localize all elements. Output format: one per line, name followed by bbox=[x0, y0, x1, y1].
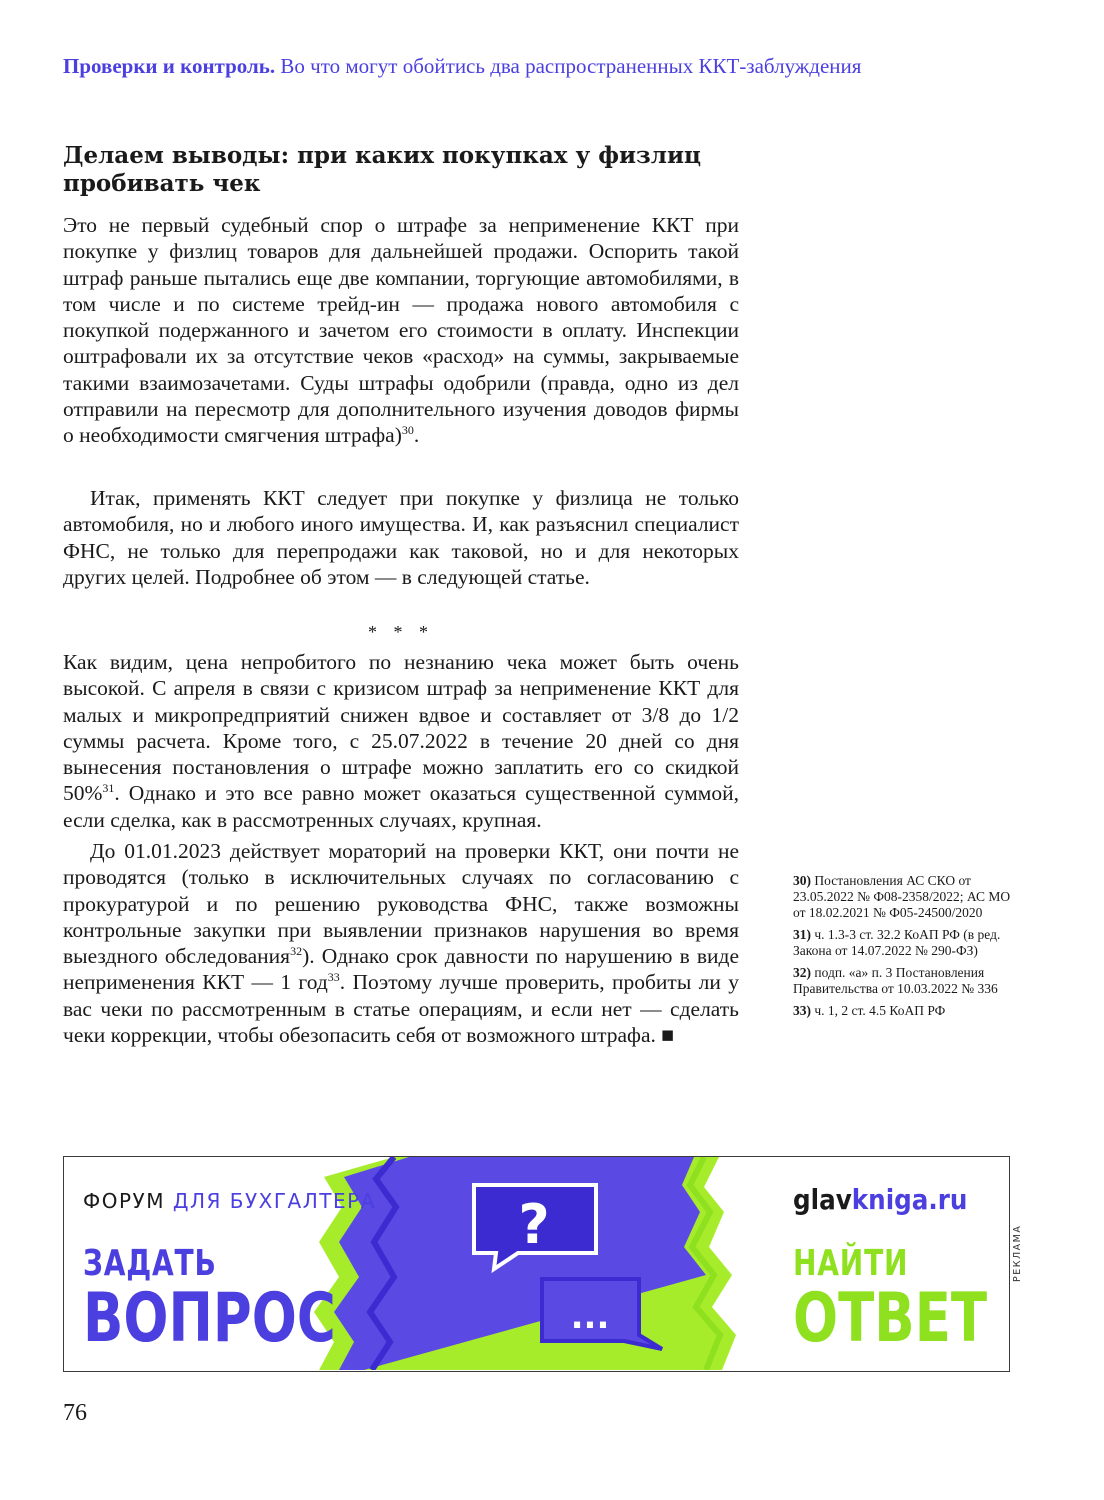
section-name: Проверки и контроль. bbox=[63, 54, 276, 78]
footnote-30: 30) Постановления АС СКО от 23.05.2022 № Ф08-2358/2022; АС МО от 18.02.2021 № Ф05-24500/2020 bbox=[793, 873, 1011, 920]
advertisement-label: РЕКЛАМА bbox=[1012, 1224, 1023, 1282]
ask-line-2: ВОПРОС bbox=[83, 1279, 336, 1358]
forum-advertisement-banner[interactable] bbox=[63, 1156, 1010, 1372]
paragraph-4: До 01.01.2023 действует мораторий на проверки ККТ, они почти не проводятся (только в исключительных случаях по согласованию с прокуратурой и по решению руководства ФНС, также возможны контрольные закупки при выявлении признаков нарушения во время выездного обследования$^{32}$). Однако срок давности по нарушению в виде неприменения ККТ — 1 год$^{33}$. Поэтому лучше проверить, пробиты ли у вас чеки по рассмотренным в статье операциям, и если нет — сделать чеки коррекции, чтобы обезопасить себя от возможного штрафа. ■ bbox=[63, 839, 739, 1048]
footnote-ref-32[interactable]: 32 bbox=[290, 944, 303, 959]
site-link[interactable]: glavkniga.ru bbox=[793, 1183, 968, 1216]
question-mark: ? bbox=[518, 1193, 550, 1256]
footnote-ref-31[interactable]: 31 bbox=[102, 781, 115, 796]
section-title: Делаем выводы: при каких покупках у физлиц пробивать чек bbox=[63, 142, 702, 197]
footnote-32: 32) подп. «а» п. 3 Постановления Правительства от 10.03.2022 № 336 bbox=[793, 965, 998, 996]
paragraph-1: Это не первый судебный спор о штрафе за неприменение ККТ при покупке у физлиц товаров для дальнейшей продажи. Оспорить такой штраф раньше пытались еще две компании, торгующие автомобилями, в том числе и по системе трейд-ин — продажа нового автомобиля с покупкой подержанного и зачетом его стоимости в оплату. Инспекции оштрафовали их за отсутствие чеков «расход» на суммы, закрываемые такими взаимозачетами. Суды штрафы одобрили (правда, одно из дел отправили на пересмотр для дополнительного изучения доводов фирмы о необходимости смягчения штрафа)$^{30}$. bbox=[63, 213, 739, 448]
paragraph-3: Как видим, цена непробитого по незнанию чека может быть очень высокой. С апреля в связи с кризисом штраф за неприменение ККТ для малых и микропредприятий снижен вдвое и составляет от 3/8 до 1/2 суммы расчета. Кроме того, с 25.07.2022 в течение 20 дней со дня вынесения постановления о штрафе можно заплатить его со скидкой 50%$^{31}$. Однако и это все равно может оказаться существенной суммой, если сделка, как в рассмотренных случаях, крупная. bbox=[63, 650, 739, 832]
forum-heading: ФОРУМ ДЛЯ БУХГАЛТЕРА bbox=[83, 1189, 376, 1213]
footnotes bbox=[793, 873, 1025, 1025]
footnote-31: 31) ч. 1.3-3 ст. 32.2 КоАП РФ (в ред. Закона от 14.07.2022 № 290-ФЗ) bbox=[793, 927, 1001, 958]
footnote-ref-33[interactable]: 33 bbox=[327, 970, 340, 985]
footnote-ref-30[interactable]: 30 bbox=[401, 423, 414, 438]
footnote-33: 33) ч. 1, 2 ст. 4.5 КоАП РФ bbox=[793, 1003, 946, 1018]
article-name: Во что могут обойтись два распространенных ККТ-заблуждения bbox=[280, 54, 862, 78]
page-number: 76 bbox=[63, 1400, 87, 1426]
section-separator: * * * bbox=[368, 622, 434, 642]
paragraph-2: Итак, применять ККТ следует при покупке у физлица не только автомобиля, но и любого иного имущества. И, как разъяснил специалист ФНС, не только для перепродажи как таковой, но и для некоторых других целей. Подробнее об этом — в следующей статье. bbox=[63, 486, 739, 589]
running-head bbox=[63, 54, 1063, 79]
ask-line-1: ЗАДАТЬ bbox=[83, 1243, 217, 1284]
find-line-2: ОТВЕТ bbox=[793, 1279, 988, 1358]
ellipsis-glyph: ... bbox=[570, 1297, 610, 1337]
find-line-1: НАЙТИ bbox=[793, 1243, 909, 1284]
